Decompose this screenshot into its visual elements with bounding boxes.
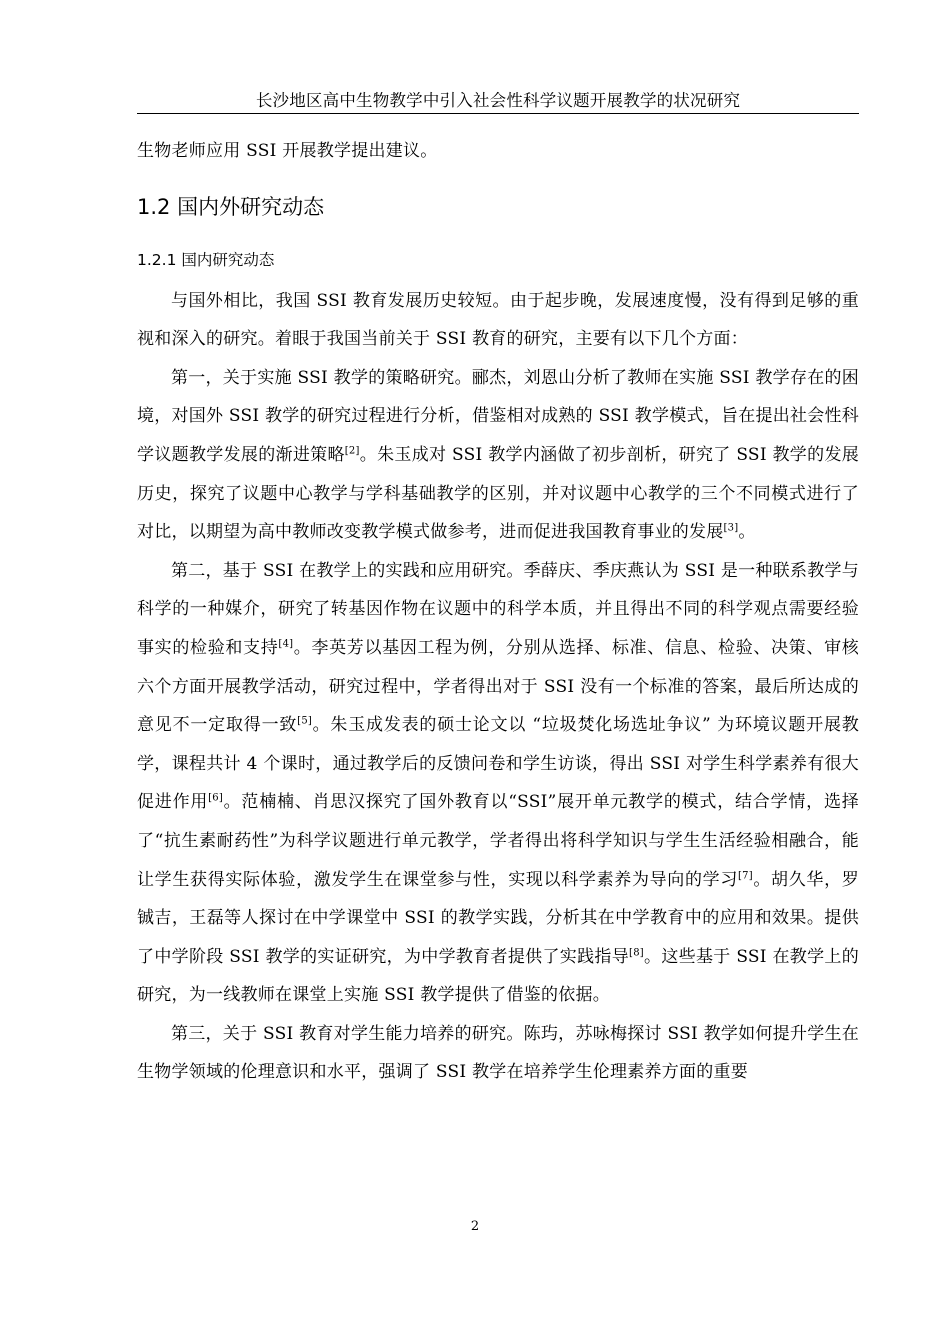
paragraph-text-segment: 。这些基于 SSI 在教学上的研究，为一线教师在课堂上实施 SSI 教学提供了借鉴的依据。	[137, 946, 859, 1006]
running-header: 长沙地区高中生物教学中引入社会性科学议题开展教学的状况研究	[255, 91, 741, 110]
citation-marker: [5]	[297, 715, 313, 727]
header-rule	[137, 113, 859, 114]
paragraph-intro: 与国外相比，我国 SSI 教育发展历史较短。由于起步晚，发展速度慢，没有得到足够的重视和深入的研究。着眼于我国当前关于 SSI 教育的研究，主要有以下几个方面：	[137, 290, 859, 350]
continued-paragraph: 生物老师应用 SSI 开展教学提出建议。	[137, 141, 438, 161]
citation-marker: [2]	[344, 445, 360, 457]
paragraph-text-segment: 。朱玉成对 SSI 教学内涵做了初步剖析，研究了 SSI 教学的发展历史，探究了议题中心教学与学科基础教学的区别，并对议题中心教学的三个不同模式进行了对比，以期望为高中教师改变教学模式做参考，进而促进我国教育事业的发展	[137, 444, 860, 543]
paragraph-text-segment: 。范楠楠、肖思汉探究了国外教育以“SSI”展开单元教学的模式，结合学情，选择了“抗生素耐药性”为科学议题进行单元教学，学者得出将科学知识与学生生活经验相融合，能让学生获得实际体验，激发学生在课堂参与性，实现以科学素养为导向的学习	[137, 792, 859, 890]
citation-marker: [3]	[723, 522, 739, 534]
subsection-heading: 1.2.1 国内研究动态	[137, 250, 275, 269]
paragraph-text-segment: 。胡久华，罗铖吉，王磊等人探讨在中学课堂中 SSI 的教学实践，分析其在中学教育中的应用和效果。提供了中学阶段 SSI 教学的实证研究，为中学教育者提供了实践指导	[137, 869, 859, 967]
section-heading: 1.2 国内外研究动态	[137, 194, 325, 219]
citation-marker: [6]	[208, 792, 224, 804]
paragraph-text-segment: 。	[738, 522, 756, 543]
page-number: 2	[470, 1219, 480, 1234]
paragraph-text-segment: 第二，基于 SSI 在教学上的实践和应用研究。季薛庆、季庆燕认为 SSI 是一种联系教学与科学的一种媒介，研究了转基因作物在议题中的科学本质，并且得出不同的科学观点需要经验事实的检验和支持	[137, 560, 859, 658]
paragraph-text-segment: 。朱玉成发表的硕士论文以 “垃圾焚化场选址争议” 为环境议题开展教学，课程共计 4 个课时，通过教学后的反馈问卷和学生访谈，得出 SSI 对学生科学素养有很大促进作用	[137, 715, 859, 813]
paragraph-first	[137, 359, 859, 552]
citation-marker: [4]	[278, 638, 294, 650]
paragraph-text-segment: 第一，关于实施 SSI 教学的策略研究。郦杰，刘恩山分析了教师在实施 SSI 教学存在的困境，对国外 SSI 教学的研究过程进行分析，借鉴相对成熟的 SSI 教学模式，旨在提出社会性科学议题教学发展的渐进策略	[137, 367, 859, 465]
paragraph-text-segment: 。李英芳以基因工程为例，分别从选择、标准、信息、检验、决策、审核六个方面开展教学活动，研究过程中，学者得出对于 SSI 没有一个标准的答案，最后所达成的意见不一定取得一致	[137, 637, 860, 736]
citation-marker: [8]	[629, 947, 644, 959]
citation-marker: [7]	[738, 869, 753, 881]
page-body	[137, 132, 859, 1092]
paragraph-third: 第三，关于 SSI 教育对学生能力培养的研究。陈玙，苏咏梅探讨 SSI 教学如何提升学生在生物学领域的伦理意识和水平，强调了 SSI 教学在培养学生伦理素养方面的重要	[137, 1023, 859, 1083]
paragraph-second	[137, 552, 859, 1015]
